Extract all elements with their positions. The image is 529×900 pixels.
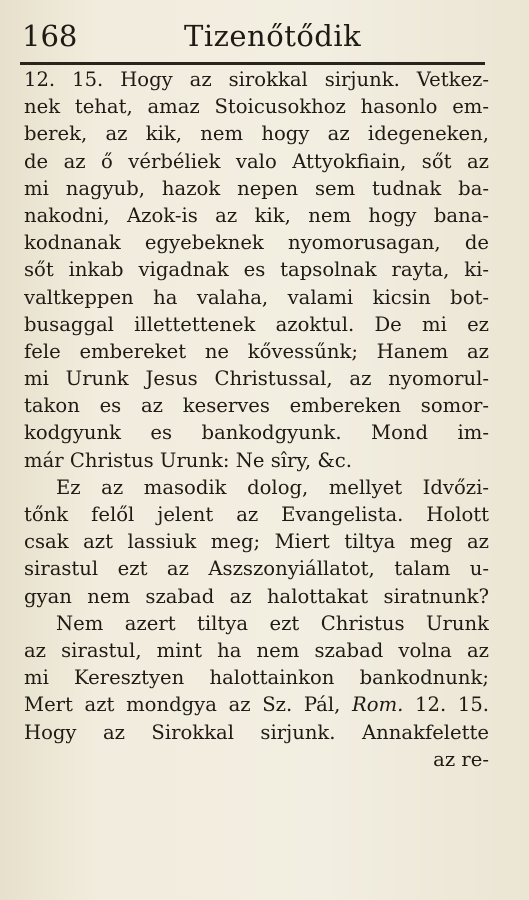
text-line: valtkeppen ha valaha, valami kicsin bot- (24, 285, 489, 309)
text-line: sirastul ezt az Aszszonyiállatot, talam u- (24, 557, 489, 581)
text-segment: 12. 15. (403, 693, 489, 717)
text-line: takon es az keserves embereken somor- (24, 394, 489, 418)
text-line: Hogy az Sirokkal sirjunk. Annakfelette (24, 720, 489, 744)
text-line: tőnk felől jelent az Evangelista. Holott (24, 503, 489, 526)
text-line: 12. 15. Hogy az sirokkal sirjunk. Vetkez- (24, 68, 489, 91)
text-line: mi Keresztyen halottainkon bankodnunk; (24, 666, 489, 690)
running-title: Tizenőtődik (184, 19, 362, 53)
text-line: mi nagyub, hazok nepen sem tudnak ba- (24, 176, 489, 200)
text-line: de az ő vérbéliek valo Attyokfiain, sőt az (24, 149, 489, 173)
text-line: az sirastul, mint ha nem szabad volna az (24, 638, 489, 662)
header-rule (20, 62, 485, 65)
text-line: fele embereket ne kővessűnk; Hanem az (24, 339, 489, 363)
text-line: nek tehat, amaz Stoicusokhoz hasonlo em- (24, 95, 489, 119)
text-line: Nem azert tiltya ezt Christus Urunk (56, 611, 489, 635)
text-line: már Christus Urunk: Ne sîry, &c. (24, 448, 352, 472)
text-line: berek, az kik, nem hogy az idegeneken, (24, 122, 489, 146)
text-line-with-reference (24, 691, 489, 718)
text-line: kodgyunk es bankodgyunk. Mond im- (24, 421, 489, 445)
page-number: 168 (22, 19, 78, 53)
page-header (22, 14, 499, 58)
text-line: Ez az masodik dolog, mellyet Idvőzi- (56, 475, 489, 499)
text-line: nakodni, Azok-is az kik, nem hogy bana- (24, 203, 489, 227)
text-line: busaggal illettettenek azoktul. De mi ez (24, 312, 489, 336)
body-text (24, 66, 489, 773)
catchword: az re- (433, 747, 489, 771)
text-line: kodnanak egyebeknek nyomorusagan, de (24, 231, 489, 255)
text-line: mi Urunk Jesus Christussal, az nyomorul- (24, 367, 489, 391)
text-segment: Mert azt mondgya az Sz. Pál, (24, 693, 353, 717)
text-line: csak azt lassiuk meg; Miert tiltya meg az (24, 530, 489, 554)
text-line: gyan nem szabad az halottakat siratnunk? (24, 584, 489, 608)
text-line: sőt inkab vigadnak es tapsolnak rayta, ki- (24, 258, 489, 282)
scripture-reference: Rom. (352, 693, 404, 717)
